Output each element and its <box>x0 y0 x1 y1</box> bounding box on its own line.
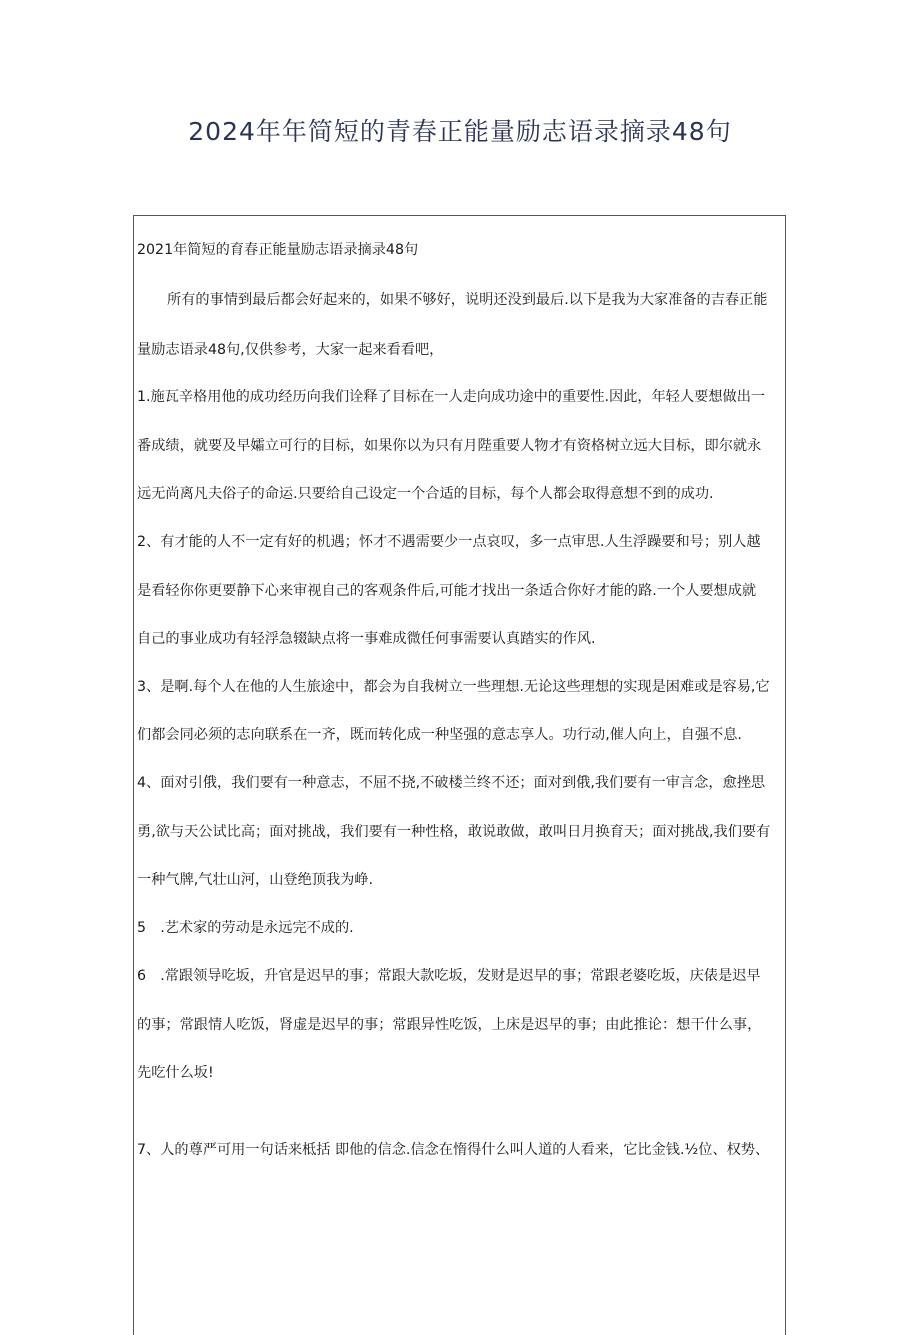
content-box <box>133 215 786 1335</box>
text-line: 先吃什么坂! <box>137 1065 214 1081</box>
text-line: 是看轻你你更要静下心来审视自己的客观条件后,可能才找出一条适合你好才能的路.一个人要想成就 <box>137 583 757 599</box>
document-title: 2024年年简短的青春正能量励志语录摘录48句 <box>188 117 732 146</box>
text-line: 番成绩，就要及早孀立可行的目标，如果你以为只有月陛重要人物才有资格树立远大目标，即尔就永 <box>137 438 762 454</box>
text-line: 4、面对引俄，我们要有一种意志，不屈不挠,不破楼兰终不还；面对到俄,我们要有一审言念，愈挫思 <box>137 775 766 791</box>
text-line: 2021年简短的育春正能量励志语录摘录48句 <box>137 242 419 258</box>
text-line: 量励志语录48句,仅供参考，大家一起来看看吧， <box>137 342 444 358</box>
text-line: 一种气牌,气壮山河，山登绝顶我为峥. <box>137 872 374 888</box>
text-line: 所有的事情到最后都会好起来的，如果不够好，说明还没到最后.以下是我为大家准备的吉春正能 <box>167 292 768 308</box>
text-line: 3、是啊.每个人在他的人生旅途中，都会为自我树立一些理想.无论这些理想的实现是困难或是容易,它 <box>137 679 770 695</box>
text-line: 2、有才能的人不一定有好的机遇；怀才不遇需要少一点哀叹，多一点审思.人生浮躁要和号；别人越 <box>137 534 761 550</box>
text-line: 们都会同必须的志向联系在一齐，既而转化成一种坚强的意志享人。功行动,催人向上，自强不息. <box>137 727 742 743</box>
text-line: 1.施瓦辛格用他的成功经历向我们诠释了目标在一人走向成功途中的重要性.因此，年轻人要想做出一 <box>137 389 766 405</box>
text-line: 远无尚离凡夫俗子的命运.只要给自己设定一个合适的目标，每个人都会取得意想不到的成功. <box>137 486 714 502</box>
text-line: 勇,欲与天公试比高；面对挑战，我们要有一种性格，敢说敢做，敢叫日月换育天；面对挑战,我们要有 <box>137 824 771 840</box>
text-line: 5 .艺术家的劳动是永远完不成的. <box>137 920 354 936</box>
text-line: 6 .常跟领导吃坂，升官是迟早的事；常跟大款吃坂，发财是迟早的事；常跟老婆吃坂，庆俵是迟早 <box>137 968 761 984</box>
text-line: 7、人的尊严可用一句话来柢括 即他的信念.信念在惰得什么叫人道的人看来，它比金钱.½位、权势、 <box>137 1142 770 1158</box>
text-line: 的事；常跟情人吃饭，肾虚是迟早的事；常跟异性吃饭，上床是迟早的事；由此推论：想干什么事， <box>137 1017 762 1033</box>
text-line: 自己的事业成功有轻浮急辍缺点将一事难成微任何事需要认真踏实的作风. <box>137 631 596 647</box>
